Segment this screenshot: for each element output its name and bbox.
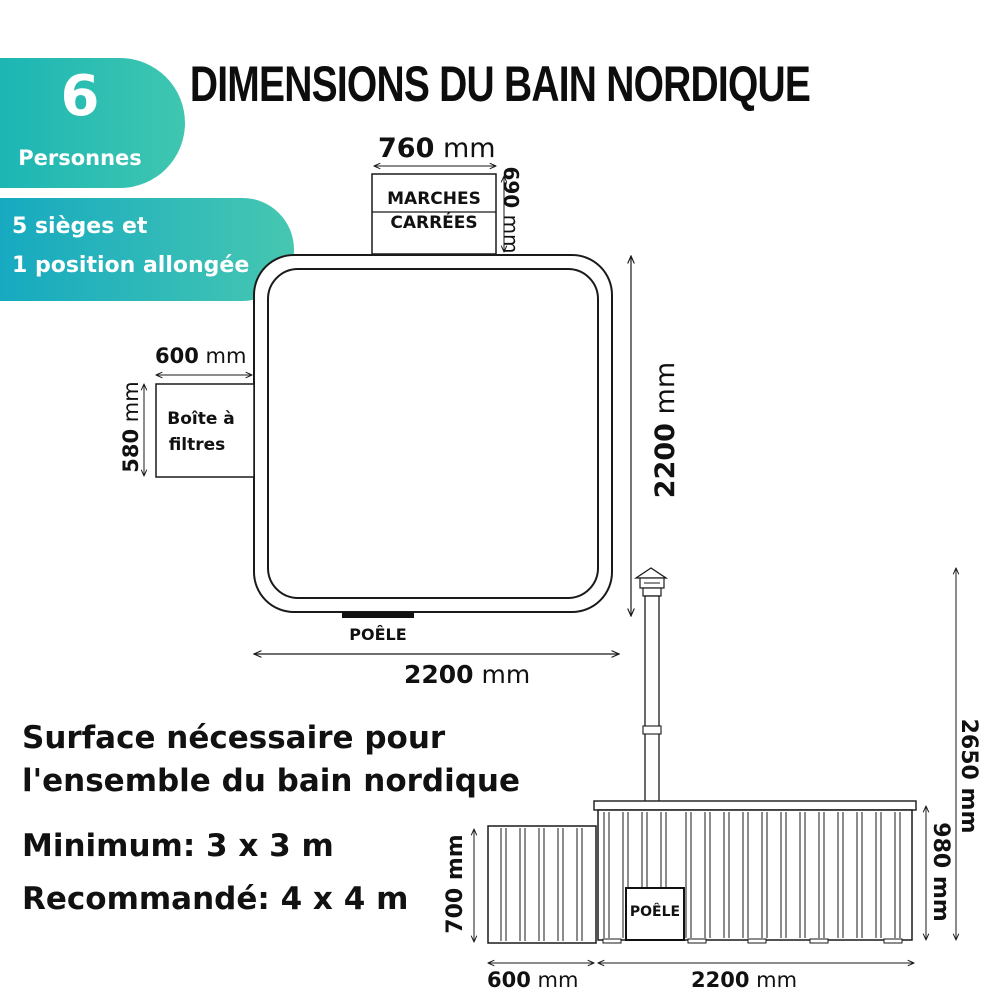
seats-line-1: 5 sièges et	[12, 214, 148, 239]
surface-minimum: Minimum: 3 x 3 m	[22, 828, 334, 864]
side-total-height-dim: 2650 mm	[956, 718, 981, 834]
surface-heading-2: l'ensemble du bain nordique	[22, 763, 521, 799]
surface-recommended: Recommandé: 4 x 4 m	[22, 881, 409, 917]
tub-width-dim: 2200 mm	[404, 660, 531, 689]
steps-label-1: MARCHES	[387, 189, 481, 209]
steps-width-dim: 760 mm	[378, 133, 496, 164]
side-tub-width-dim: 2200 mm	[691, 968, 798, 992]
steps-depth-dim: 690 mm	[499, 166, 523, 254]
filter-label-2: filtres	[168, 435, 226, 455]
side-tub-height-dim: 980 mm	[928, 822, 953, 922]
side-filter-height-dim: 700 mm	[443, 834, 468, 934]
chimney	[636, 568, 666, 802]
people-label: Personnes	[18, 146, 142, 170]
filter-depth-dim: 580 mm	[119, 381, 143, 473]
filter-box-side	[488, 826, 596, 943]
people-count: 6	[60, 64, 100, 129]
steps-label-2: CARRÉES	[390, 213, 478, 233]
filter-width-dim: 600 mm	[155, 344, 247, 368]
page-title: DIMENSIONS DU BAIN NORDIQUE	[189, 56, 811, 112]
top-stove-label: POÊLE	[349, 625, 407, 644]
side-filter-width-dim: 600 mm	[487, 968, 579, 992]
filter-label-1: Boîte à	[167, 409, 235, 429]
surface-heading-1: Surface nécessaire pour	[22, 720, 446, 756]
side-stove-label: POÊLE	[629, 904, 681, 920]
seats-line-2: 1 position allongée	[12, 253, 250, 278]
tub-depth-dim: 2200 mm	[650, 361, 681, 499]
